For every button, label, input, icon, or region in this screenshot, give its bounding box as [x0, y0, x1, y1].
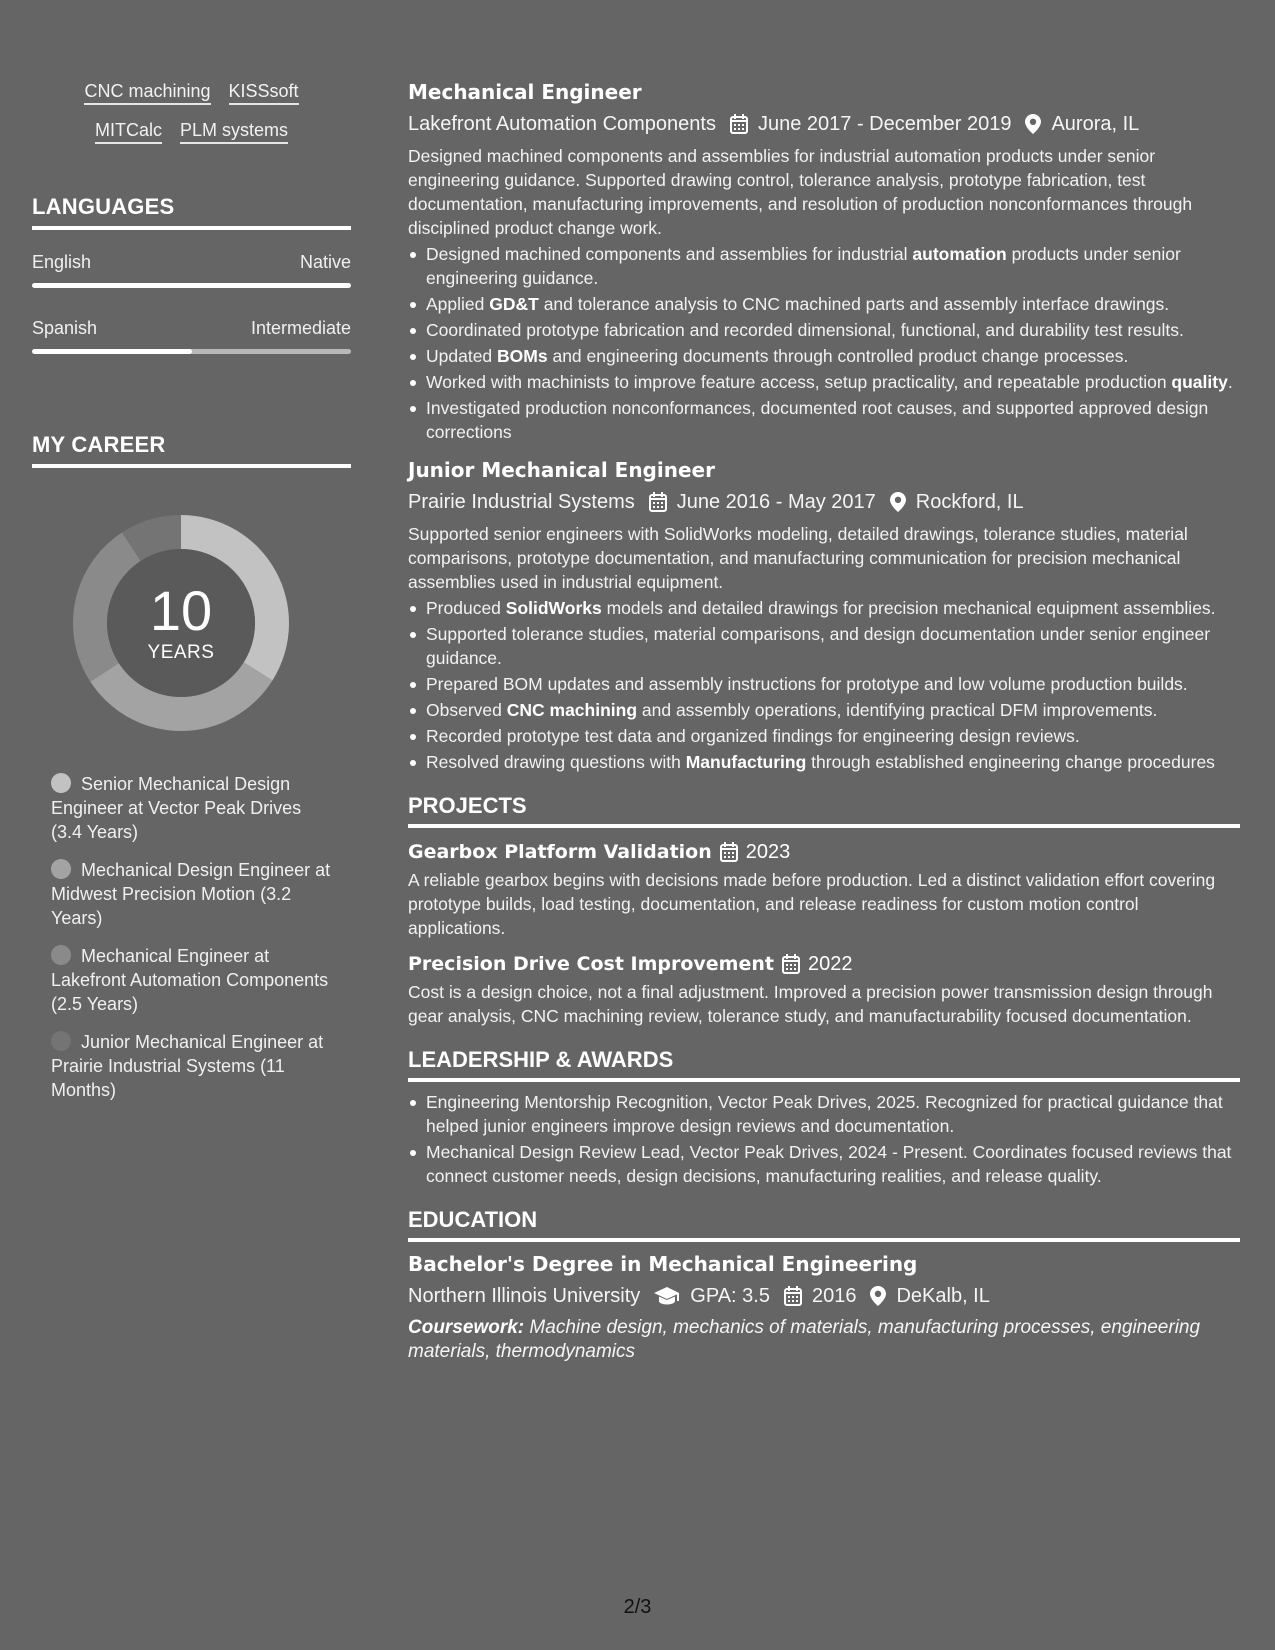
language-level-fill — [32, 283, 351, 288]
language-name: English — [32, 252, 92, 272]
job-bullet: Worked with machinists to improve feature access, setup practicality, and repeatable production quality. — [408, 370, 1240, 394]
language-row — [32, 318, 351, 339]
calendar-icon — [649, 492, 667, 512]
skill-tag[interactable]: KISSsoft — [229, 80, 299, 105]
job-location: Aurora, IL — [1051, 113, 1140, 135]
coursework — [408, 1316, 1240, 1364]
languages-section — [32, 194, 351, 354]
legend-dot-icon — [51, 945, 71, 965]
job-dates: June 2016 - May 2017 — [676, 491, 876, 513]
language-level-fill — [32, 349, 192, 354]
page-number: 2/3 — [623, 1596, 652, 1618]
education-year: 2016 — [811, 1285, 857, 1307]
leadership-item: Mechanical Design Review Lead, Vector Peak Drives, 2024 - Present. Coordinates focused reviews that connect customer needs, design decisions, manufacturing realities, and release quality. — [408, 1140, 1240, 1188]
job-location: Rockford, IL — [915, 491, 1024, 513]
calendar-icon — [782, 954, 800, 974]
leadership-heading: LEADERSHIP & AWARDS — [408, 1046, 1240, 1082]
language-level: Intermediate — [250, 318, 351, 338]
calendar-icon — [720, 842, 738, 862]
skills-list — [32, 80, 351, 144]
job-bullets — [408, 242, 1240, 444]
career-legend — [32, 772, 351, 1102]
map-pin-icon — [1025, 114, 1041, 134]
donut-center — [66, 508, 296, 738]
company-name: Prairie Industrial Systems — [408, 491, 635, 513]
experience-entry — [408, 456, 1240, 774]
legend-dot-icon — [51, 773, 71, 793]
job-summary: Designed machined components and assemblies for industrial automation products under senior engineering guidance. Supported drawing control, tolerance analysis, prototype fabrication, test documentation, manufacturing improvements, and resolution of production nonconformances through disciplined product change work. — [408, 146, 1193, 238]
job-bullet: Prepared BOM updates and assembly instructions for prototype and low volume production builds. — [408, 672, 1240, 696]
project-year: 2022 — [807, 953, 853, 975]
career-heading: MY CAREER — [32, 432, 351, 468]
job-bullets — [408, 596, 1240, 774]
education-location: DeKalb, IL — [896, 1285, 990, 1307]
job-bullet: Observed CNC machining and assembly operations, identifying practical DFM improvements. — [408, 698, 1240, 722]
job-bullet: Investigated production nonconformances, documented root causes, and supported approved design corrections — [408, 396, 1240, 444]
job-bullet: Coordinated prototype fabrication and recorded dimensional, functional, and durability test results. — [408, 318, 1240, 342]
leadership-list — [408, 1090, 1240, 1188]
project-description: A reliable gearbox begins with decisions made before production. Led a distinct validation effort covering prototype builds, load testing, documentation, and release readiness for custom motion control applications. — [408, 870, 1216, 938]
education-meta — [408, 1282, 1240, 1310]
language-level: Native — [299, 252, 351, 272]
map-pin-icon — [870, 1286, 886, 1306]
project-entry — [408, 950, 1240, 1028]
job-summary: Supported senior engineers with SolidWorks modeling, detailed drawings, tolerance studies, material comparisons, prototype documentation, and manufacturing communication for precision mechanical assemblies used in industrial equipment. — [408, 524, 1188, 592]
project-year: 2023 — [745, 841, 791, 863]
languages-heading: LANGUAGES — [32, 194, 351, 230]
skill-tag[interactable]: PLM systems — [180, 119, 288, 144]
map-pin-icon — [890, 492, 906, 512]
skill-tag[interactable]: CNC machining — [84, 80, 210, 105]
legend-dot-icon — [51, 1031, 71, 1051]
education-gpa: GPA: 3.5 — [690, 1285, 770, 1307]
legend-dot-icon — [51, 859, 71, 879]
job-bullet: Updated BOMs and engineering documents through controlled product change processes. — [408, 344, 1240, 368]
school-name: Northern Illinois University — [408, 1285, 641, 1307]
calendar-icon — [784, 1286, 802, 1306]
career-total-years: 10 — [149, 579, 213, 642]
job-bullet: Produced SolidWorks models and detailed drawings for precision mechanical equipment assemblies. — [408, 596, 1240, 620]
language-row — [32, 252, 351, 273]
company-name: Lakefront Automation Components — [408, 113, 716, 135]
coursework-text: Machine design, mechanics of materials, manufacturing processes, engineering materials, thermodynamics — [408, 1317, 1201, 1362]
job-bullet: Resolved drawing questions with Manufacturing through established engineering change procedures — [408, 750, 1240, 774]
skill-tag[interactable]: MITCalc — [95, 119, 162, 144]
main-content — [408, 78, 1240, 1364]
project-date — [782, 950, 853, 978]
career-legend-item — [51, 772, 331, 844]
project-title: Gearbox Platform Validation — [408, 841, 712, 863]
career-legend-item — [51, 858, 331, 930]
career-legend-label: Senior Mechanical Design Engineer at Vector Peak Drives (3.4 Years) — [51, 774, 302, 842]
language-level-bar — [32, 349, 351, 354]
graduation-cap-icon — [654, 1286, 680, 1306]
job-meta — [408, 110, 1240, 138]
job-title: Mechanical Engineer — [408, 80, 642, 104]
projects-heading: PROJECTS — [408, 792, 1240, 828]
coursework-label: Coursework: — [408, 1317, 525, 1338]
project-date — [720, 838, 791, 866]
career-legend-item — [51, 1030, 331, 1102]
career-legend-label: Junior Mechanical Engineer at Prairie Industrial Systems (11 Months) — [51, 1032, 324, 1100]
project-description: Cost is a design choice, not a final adjustment. Improved a precision power transmission design through gear analysis, CNC machining review, tolerance study, and manufacturability focused documentation. — [408, 982, 1213, 1026]
language-level-bar — [32, 283, 351, 288]
job-title: Junior Mechanical Engineer — [408, 458, 715, 482]
job-meta — [408, 488, 1240, 516]
project-title: Precision Drive Cost Improvement — [408, 953, 774, 975]
project-title-row — [408, 838, 1240, 866]
career-donut-chart — [66, 508, 296, 738]
job-bullet: Supported tolerance studies, material comparisons, and design documentation under senior engineer guidance. — [408, 622, 1240, 670]
language-name: Spanish — [32, 318, 98, 338]
career-legend-label: Mechanical Engineer at Lakefront Automation Components (2.5 Years) — [51, 946, 329, 1014]
education-heading: EDUCATION — [408, 1206, 1240, 1242]
career-total-unit: YEARS — [147, 642, 215, 663]
project-title-row — [408, 950, 1240, 978]
experience-entry — [408, 78, 1240, 444]
job-bullet: Designed machined components and assemblies for industrial automation products under senior engineering guidance. — [408, 242, 1240, 290]
career-legend-item — [51, 944, 331, 1016]
career-legend-label: Mechanical Design Engineer at Midwest Precision Motion (3.2 Years) — [51, 860, 331, 928]
job-dates: June 2017 - December 2019 — [757, 113, 1012, 135]
degree-title: Bachelor's Degree in Mechanical Engineering — [408, 1252, 918, 1276]
job-bullet: Recorded prototype test data and organized findings for engineering design reviews. — [408, 724, 1240, 748]
project-entry — [408, 838, 1240, 940]
sidebar — [32, 80, 351, 1116]
job-bullet: Applied GD&T and tolerance analysis to CNC machined parts and assembly interface drawings. — [408, 292, 1240, 316]
leadership-item: Engineering Mentorship Recognition, Vector Peak Drives, 2025. Recognized for practical guidance that helped junior engineers improve design reviews and documentation. — [408, 1090, 1240, 1138]
career-section — [32, 432, 351, 1102]
calendar-icon — [730, 114, 748, 134]
